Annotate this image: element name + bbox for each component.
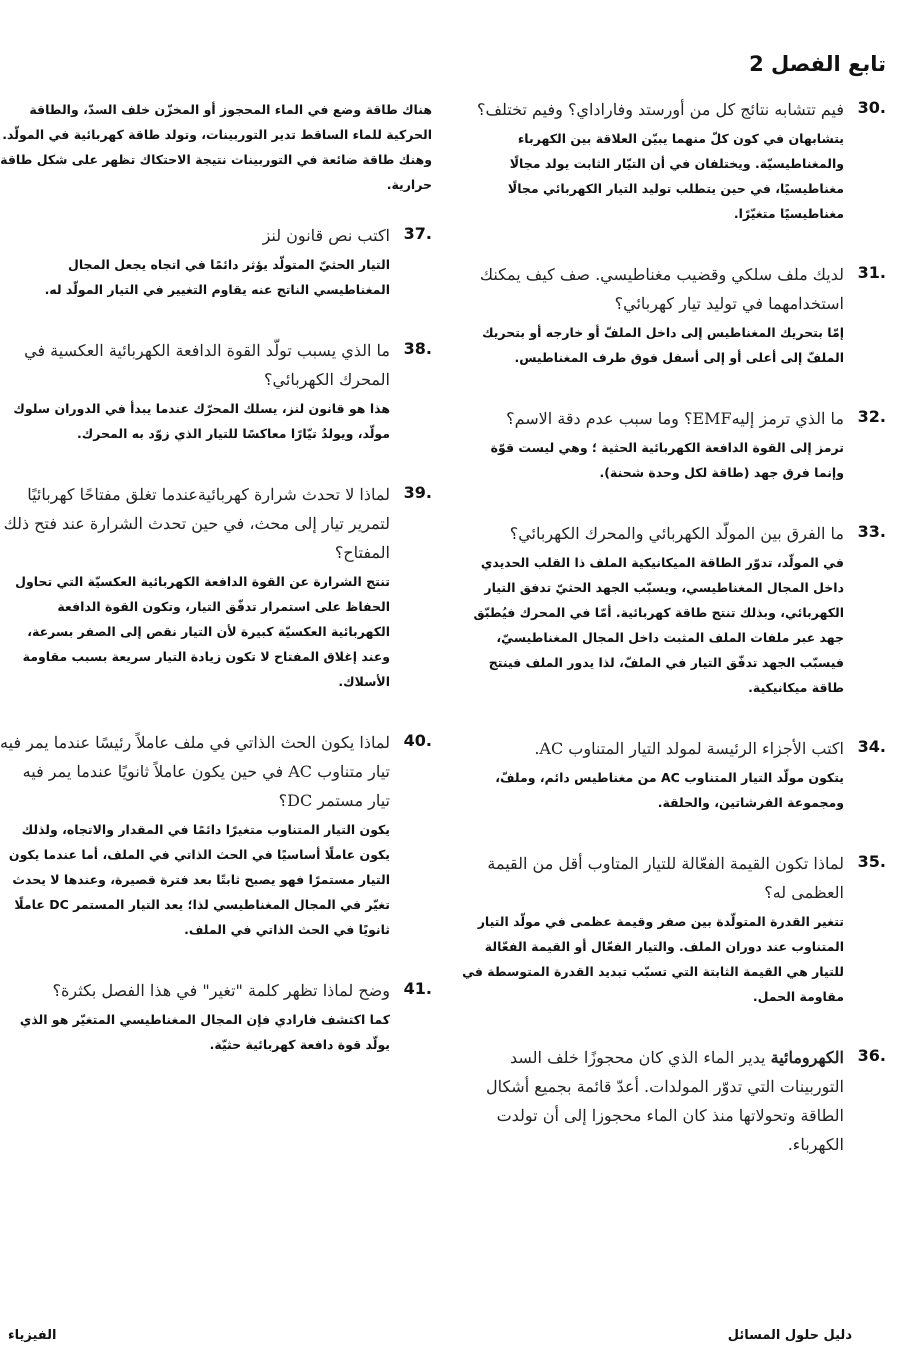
question-number: .33	[857, 522, 886, 541]
question-33	[461, 519, 886, 700]
answer-text: تتغير القدرة المتولّدة بين صفر وقيمة عظمى في مولّد التيار المتناوب عند دوران الملف. والتيار الفعّال أو القيمة الفعّالة للتيار هي القيمة الثابتة التي تسبّب تبديد القدرة المتوسطة في مقاومة الحمل.	[462, 914, 844, 1004]
question-32	[461, 404, 886, 485]
question-text: ما الذي ترمز إليهEMF؟ وما سبب عدم دقة الاسم؟	[506, 409, 844, 428]
question-number: .32	[857, 407, 886, 426]
question-35	[461, 849, 886, 1009]
question-text: لديك ملف سلكي وقضيب مغناطيسي. صف كيف يمكنك استخدامهما في توليد تيار كهربائي؟	[479, 265, 844, 313]
question-number: .41	[403, 979, 432, 998]
question-text	[461, 1043, 844, 1159]
question-text: وضح لماذا تظهر كلمة "تغير" في هذا الفصل بكثرة؟	[52, 981, 390, 1000]
answer-text: تنتج الشرارة عن القوة الدافعة الكهربائية العكسيّة التي تحاول الحفاظ على استمرار تدفّق التيار، وتكون القوة الدافعة الكهربائية العكسيّة كبيرة لأن التيار نقص إلى الصفر بسرعة، وعند إغلاق المفتاح لا تكون زيادة التيار سريعة بسبب مقاومة الأسلاك.	[15, 574, 390, 689]
chapter-title: تابع الفصل 2	[749, 52, 886, 76]
question-number: .40	[403, 731, 432, 750]
question-text: ما الفرق بين المولّد الكهربائي والمحرك الكهربائي؟	[509, 524, 844, 543]
question-number: .31	[857, 263, 886, 282]
question-34	[461, 734, 886, 815]
left-column	[0, 95, 432, 1091]
question-number: .30	[857, 98, 886, 117]
question-term: الكهرومائية	[770, 1048, 844, 1067]
question-number: .36	[857, 1046, 886, 1065]
question-text: اكتب الأجزاء الرئيسة لمولد التيار المتناوب AC.	[534, 739, 844, 758]
question-31	[461, 260, 886, 370]
question-number: .34	[857, 737, 886, 756]
question-41	[0, 976, 432, 1057]
question-text: لماذا لا تحدث شرارة كهربائيةعندما تغلق مفتاحًا كهربائيًا لتمرير تيار إلى محث، في حين تحدث الشرارة عند فتح ذلك المفتاح؟	[3, 485, 390, 562]
footer-subject: الفيزياء	[8, 1328, 57, 1343]
question-text: اكتب نص قانون لنز	[262, 226, 390, 245]
answer-text: إمّا بتحريك المغناطيس إلى داخل الملفّ أو خارجه أو بتحريك الملفّ إلى أعلى أو إلى أسفل فوق طرف المغناطيس.	[482, 325, 844, 365]
question-text-rest: يدير الماء الذي كان محجوزًا خلف السد التوربينات التي تدوّر المولدات. أعدّ قائمة بجميع أشكال الطاقة وتحولاتها منذ كان الماء محجوزا إلى أن تولدت الكهرباء.	[485, 1048, 844, 1154]
question-38	[0, 336, 432, 446]
question-40	[0, 728, 432, 942]
answer-36-continued: هناك طاقة وضع في الماء المحجوز أو المخزّن خلف السدّ، والطاقة الحركية للماء الساقط تدير التوربينات، وتولد طاقة كهربائية في المولّد. وهنك طاقة ضائعة في التوربينات نتيجة الاحتكاك تظهر على شكل طاقة حرارية.	[0, 102, 432, 192]
question-text: ما الذي يسبب تولّد القوة الدافعة الكهربائية العكسية في المحرك الكهربائي؟	[24, 341, 390, 389]
question-39	[0, 480, 432, 694]
answer-text: يتشابهان في كون كلّ منهما يبيّن العلاقة بين الكهرباء والمغناطيسيّة. ويختلفان في أن التيّار الثابت يولد مجالًا مغناطيسيًا، في حين يتطلب توليد التيار الكهربائي مجالًا مغناطيسيًا متغيّرًا.	[507, 131, 844, 221]
answer-text: يتكون مولّد التيار المتناوب AC من مغناطيس دائم، وملفّ، ومجموعة الفرشاتين، والحلقة.	[495, 770, 844, 810]
question-36	[461, 1043, 886, 1159]
answer-text: يكون التيار المتناوب متغيرًا دائمًا في المقدار والاتجاه، ولذلك يكون عاملًا أساسيًا في الحث الذاتي في الملف، أما عندما يكون التيار مستمرًا فهو يصبح ثابتًا بعد فترة قصيرة، وعندها لا يحدث تغيّر في المجال المغناطيسي لذا؛ يعد التيار المستمر DC عاملًا ثانويًا في الحث الذاتي في الملف.	[8, 822, 390, 937]
question-number: .39	[403, 483, 432, 502]
answer-text: ترمز إلى القوة الدافعة الكهربائية الحثية ؛ وهي ليست قوّة وإنما فرق جهد (طاقة لكل وحدة شحنة).	[490, 440, 844, 480]
footer-book-title: دليل حلول المسائل	[727, 1328, 852, 1343]
question-text: فيم تتشابه نتائج كل من أورستد وفاراداي؟ وفيم تختلف؟	[476, 100, 844, 119]
question-number: .35	[857, 852, 886, 871]
question-30	[461, 95, 886, 226]
answer-text: هذا هو قانون لنز، يسلك المحرّك عندما يبدأ في الدوران سلوك مولّد، ويولدُ تيّارًا معاكسًا للتيار الذي زوّد به المحرك.	[13, 401, 390, 441]
question-number: .37	[403, 224, 432, 243]
answer-text: كما اكتشف فارادي فإن المجال المغناطيسي المتغيّر هو الذي يولّد قوة دافعة كهربائية حثيّة.	[19, 1012, 390, 1052]
question-37	[0, 221, 432, 302]
question-number: .38	[403, 339, 432, 358]
question-text: لماذا تكون القيمة الفعّالة للتيار المتاوب أقل من القيمة العظمى له؟	[487, 854, 844, 902]
answer-text: التيار الحثيّ المتولّد يؤثر دائمًا في اتجاه يجعل المجال المغناطيسي الناتج عنه يقاوم التغيير في التيار المولّد له.	[44, 257, 390, 297]
question-text: لماذا يكون الحث الذاتي في ملف عاملاً رئيسًا عندما يمر فيه تيار متناوب AC في حين يكون عاملاً ثانويًا عندما يمر فيه تيار مستمر DC؟	[0, 733, 390, 810]
page-footer	[0, 1324, 900, 1350]
answer-text: في المولّد، تدوّر الطاقة الميكانيكية الملف ذا القلب الحديدي داخل المجال المغناطيسي، ويسبّب الجهد الحثيّ تدفق التيار الكهربائي، وبذلك تنتج طاقة كهربائية. أمّا في المحرك فيُطبّق جهد عبر ملفات الملف المثبت داخل المجال المغناطيسيّ، فيسبّب الجهد تدفّق التيار في الملفّ، لذا يدور الملف فينتج طاقة ميكانيكية.	[473, 555, 844, 695]
right-column	[461, 95, 886, 1193]
